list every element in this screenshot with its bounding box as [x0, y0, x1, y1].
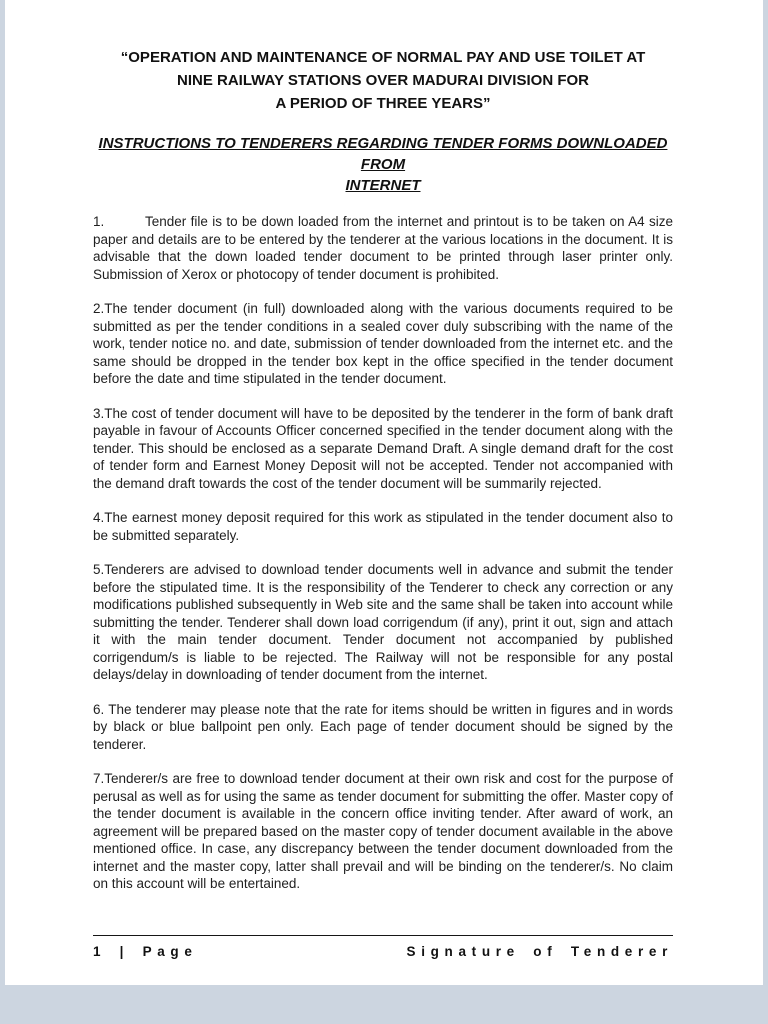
document-title-line-3: A PERIOD OF THREE YEARS” — [275, 95, 491, 112]
signature-label: Signature of Tenderer — [406, 944, 673, 959]
document-title-line-1: “OPERATION AND MAINTENANCE OF NORMAL PAY AND USE TOILET AT — [120, 49, 646, 66]
paragraph-text: 2.The tender document (in full) downloaded along with the various documents required to be submitted as per the tender conditions in a sealed cover duly subscribing with the name of the work, tender notice no. and date, submission of tender downloaded from the internet etc. and the same should be dropped in the tender box kept in the office specified in the tender document before the date and time stipulated in the tender document. — [93, 301, 673, 386]
paragraph-text: 7.Tenderer/s are free to download tender document at their own risk and cost for the purpose of perusal as well as for using the same as tender document for submitting the offer. Master copy of the tender document is available in the concern office inviting tender. After award of work, an agreement will be prepared based on the master copy of tender document available in the above mentioned office. In case, any discrepancy between the tender document downloaded from the internet and the master copy, latter shall prevail and will be binding on the tenderer/s. No claim on this account will be entertained. — [93, 771, 673, 891]
paragraph-text: 5.Tenderers are advised to download tender documents well in advance and submit the tender before the stipulated time. It is the responsibility of the Tenderer to check any correction or any modifications published subsequently in Web site and the same shall be taken into account while submitting the tender. Tenderer shall down load corrigendum (if any), print it out, sign and attach it with the main tender document. Tender document not accompanied by published corrigendum/s is liable to be rejected. The Railway will not be responsible for any postal delays/delay in downloading of tender document from the internet. — [93, 562, 673, 682]
paragraph-number: 1. — [93, 214, 105, 229]
section-heading-line-2: INTERNET — [345, 177, 421, 194]
document-page — [5, 0, 763, 985]
instruction-paragraph-1 — [93, 213, 673, 283]
instruction-paragraph-3 — [93, 405, 673, 493]
paragraph-text: 6. The tenderer may please note that the rate for items should be written in figures and in words by black or blue ballpoint pen only. Each page of tender document should be signed by the tenderer. — [93, 701, 673, 752]
instruction-paragraph-5 — [93, 561, 673, 684]
instruction-paragraph-2 — [93, 300, 673, 388]
instruction-paragraph-6 — [93, 701, 673, 754]
page-footer — [93, 935, 673, 959]
paragraph-text: Tender file is to be down loaded from the internet and printout is to be taken on A4 size paper and details are to be entered by the tenderer at the various locations in the document. It is advisable that the down loaded tender document to be printed through laser printer only. Submission of Xerox or photocopy of tender document is prohibited. — [93, 214, 673, 282]
paragraph-text: 3.The cost of tender document will have to be deposited by the tenderer in the form of bank draft payable in favour of Accounts Officer concerned specified in the tender document along with the tender. This should be enclosed as a separate Demand Draft. A single demand draft for the cost of tender form and Earnest Money Deposit will not be accepted. Tender not accompanied with the demand draft towards the cost of the tender document will be summarily rejected. — [93, 405, 673, 491]
section-heading-line-1: INSTRUCTIONS TO TENDERERS REGARDING TENDER FORMS DOWNLOADED FROM — [98, 135, 668, 173]
instruction-paragraph-7 — [93, 770, 673, 893]
document-title-line-2: NINE RAILWAY STATIONS OVER MADURAI DIVISION FOR — [177, 72, 589, 89]
section-heading — [93, 133, 673, 196]
instruction-paragraph-4 — [93, 509, 673, 544]
paragraph-text: 4.The earnest money deposit required for this work as stipulated in the tender document also to be submitted separately. — [93, 510, 673, 543]
document-title — [93, 46, 673, 115]
page-number-label: 1 | Page — [93, 944, 198, 959]
